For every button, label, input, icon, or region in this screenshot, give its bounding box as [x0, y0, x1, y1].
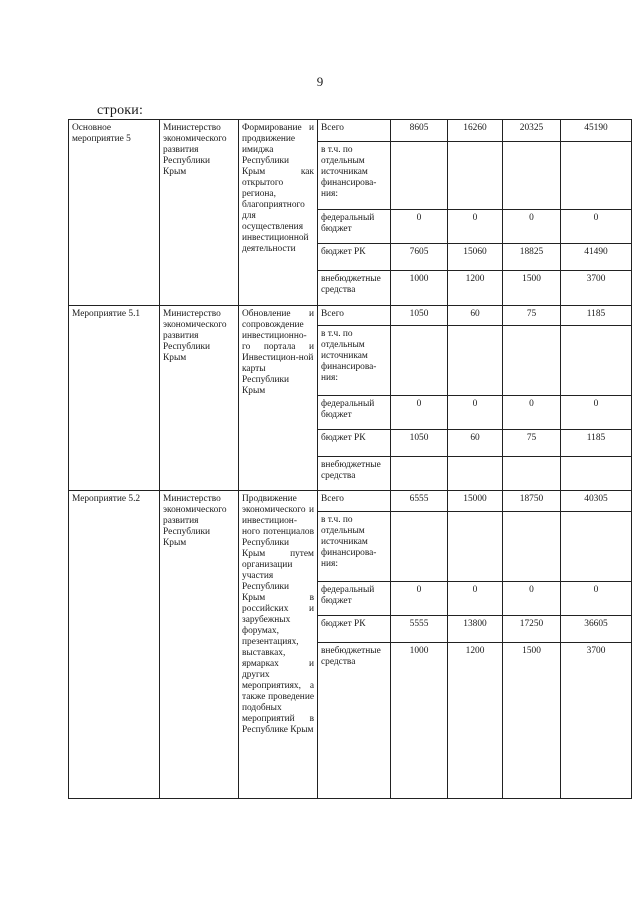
value-cell	[503, 326, 561, 396]
executor: Министерство экономического развития Республики Крым	[160, 120, 239, 306]
value-cell: 6555	[391, 491, 448, 512]
funding-source: в т.ч. по отдельным источникам финансирова-ния:	[318, 326, 391, 396]
value-cell: 75	[503, 430, 561, 457]
value-cell: 1185	[561, 306, 632, 326]
value-cell: 0	[448, 210, 503, 244]
value-cell: 1185	[561, 430, 632, 457]
program-table	[68, 119, 632, 799]
value-cell	[561, 142, 632, 210]
funding-source: бюджет РК	[318, 430, 391, 457]
value-cell	[391, 326, 448, 396]
value-cell: 0	[391, 210, 448, 244]
activity-description: Продвижение экономического и инвестицион-ного потенциалов Республики Крым путем организации участия Республики Крым в российских и зарубежных форумах, презентациях, выставках, ярмарках и других мероприятиях, а также проведение подобных мероприятий в Республике Крым	[239, 491, 318, 799]
page-number: 9	[316, 74, 324, 89]
value-cell	[391, 457, 448, 491]
value-cell: 0	[503, 396, 561, 430]
value-cell: 8605	[391, 120, 448, 142]
value-cell	[448, 142, 503, 210]
value-cell: 1200	[448, 643, 503, 799]
value-cell: 0	[503, 582, 561, 616]
funding-source: внебюджетные средства	[318, 271, 391, 306]
value-cell	[448, 326, 503, 396]
value-cell: 0	[448, 396, 503, 430]
funding-source: бюджет РК	[318, 616, 391, 643]
funding-source: в т.ч. по отдельным источникам финансирова-ния:	[318, 142, 391, 210]
value-cell: 60	[448, 306, 503, 326]
value-cell: 5555	[391, 616, 448, 643]
value-cell: 1000	[391, 271, 448, 306]
activity-code: Основное мероприятие 5	[69, 120, 160, 306]
funding-source: бюджет РК	[318, 244, 391, 271]
value-cell: 41490	[561, 244, 632, 271]
funding-source: федеральный бюджет	[318, 582, 391, 616]
funding-source: Всего	[318, 120, 391, 142]
value-cell: 17250	[503, 616, 561, 643]
funding-source: Всего	[318, 491, 391, 512]
value-cell: 60	[448, 430, 503, 457]
value-cell: 7605	[391, 244, 448, 271]
funding-source: внебюджетные средства	[318, 643, 391, 799]
value-cell: 18750	[503, 491, 561, 512]
value-cell	[503, 512, 561, 582]
value-cell: 75	[503, 306, 561, 326]
value-cell	[561, 512, 632, 582]
value-cell: 16260	[448, 120, 503, 142]
funding-source: в т.ч. по отдельным источникам финансирова-ния:	[318, 512, 391, 582]
activity-code: Мероприятие 5.2	[69, 491, 160, 799]
value-cell	[503, 142, 561, 210]
value-cell	[391, 142, 448, 210]
table-row	[69, 120, 632, 142]
value-cell: 36605	[561, 616, 632, 643]
value-cell: 1000	[391, 643, 448, 799]
value-cell: 0	[391, 396, 448, 430]
table-row	[69, 306, 632, 326]
activity-description: Обновление и сопровождение инвестиционно-го портала и Инвестицион-ной карты Республики Крым	[239, 306, 318, 491]
intro-text: строки:	[97, 103, 144, 118]
value-cell: 13800	[448, 616, 503, 643]
value-cell	[503, 457, 561, 491]
value-cell	[561, 457, 632, 491]
value-cell	[561, 326, 632, 396]
value-cell: 0	[561, 396, 632, 430]
value-cell: 20325	[503, 120, 561, 142]
value-cell: 0	[503, 210, 561, 244]
value-cell: 0	[561, 582, 632, 616]
executor: Министерство экономического развития Республики Крым	[160, 306, 239, 491]
value-cell	[448, 457, 503, 491]
value-cell: 3700	[561, 271, 632, 306]
value-cell: 3700	[561, 643, 632, 799]
value-cell	[391, 512, 448, 582]
value-cell: 15060	[448, 244, 503, 271]
value-cell	[448, 512, 503, 582]
funding-source: федеральный бюджет	[318, 396, 391, 430]
funding-source: Всего	[318, 306, 391, 326]
value-cell: 1200	[448, 271, 503, 306]
activity-description: Формирование и продвижение имиджа Республики Крым как открытого региона, благоприятного для осуществления инвестиционной деятельности	[239, 120, 318, 306]
funding-source: внебюджетные средства	[318, 457, 391, 491]
value-cell: 0	[448, 582, 503, 616]
value-cell: 1500	[503, 271, 561, 306]
activity-code: Мероприятие 5.1	[69, 306, 160, 491]
value-cell: 40305	[561, 491, 632, 512]
value-cell: 18825	[503, 244, 561, 271]
value-cell: 0	[561, 210, 632, 244]
value-cell: 1050	[391, 306, 448, 326]
value-cell: 1500	[503, 643, 561, 799]
value-cell: 1050	[391, 430, 448, 457]
table-row	[69, 491, 632, 512]
executor: Министерство экономического развития Республики Крым	[160, 491, 239, 799]
value-cell: 0	[391, 582, 448, 616]
funding-source: федеральный бюджет	[318, 210, 391, 244]
value-cell: 15000	[448, 491, 503, 512]
value-cell: 45190	[561, 120, 632, 142]
